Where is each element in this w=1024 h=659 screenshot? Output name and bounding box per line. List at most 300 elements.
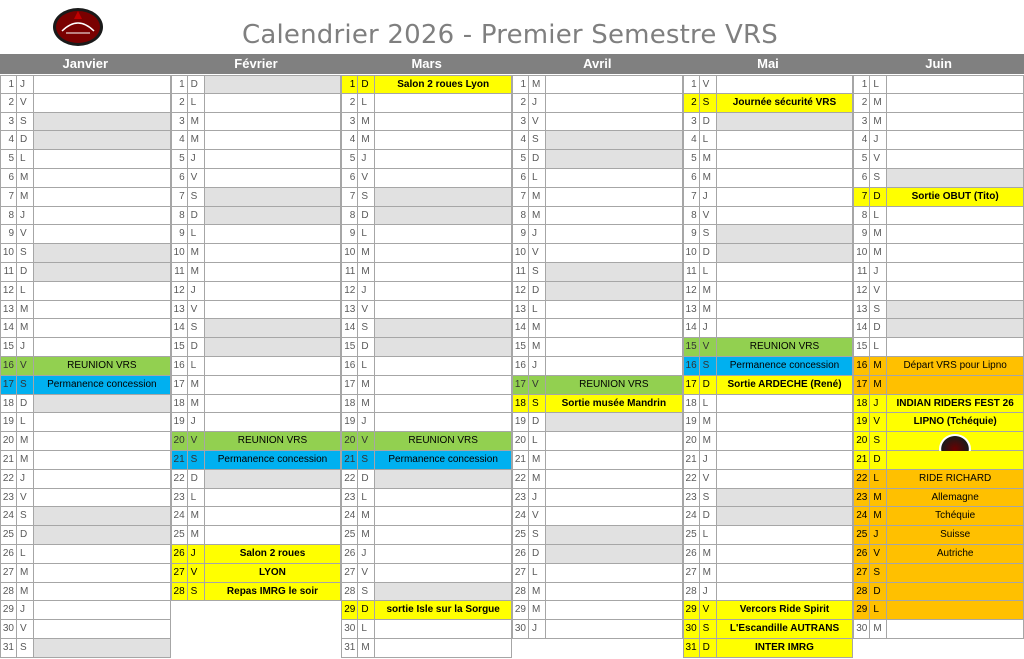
day-of-week: V — [187, 432, 204, 451]
day-row[interactable] — [853, 413, 1024, 432]
day-row[interactable] — [171, 150, 342, 169]
day-row[interactable] — [171, 131, 342, 150]
day-row[interactable] — [171, 489, 342, 508]
day-number: 18 — [0, 395, 16, 414]
day-row[interactable] — [0, 507, 171, 526]
day-row[interactable] — [341, 338, 512, 357]
day-number: 4 — [512, 131, 528, 150]
day-event — [545, 620, 683, 639]
day-number: 9 — [853, 225, 869, 244]
day-row[interactable] — [341, 150, 512, 169]
day-row[interactable] — [512, 131, 683, 150]
day-row[interactable] — [512, 113, 683, 132]
months-header — [0, 54, 1024, 74]
day-event — [33, 432, 171, 451]
day-row[interactable] — [341, 470, 512, 489]
day-of-week: S — [699, 94, 716, 113]
day-number: 6 — [512, 169, 528, 188]
day-row[interactable] — [0, 526, 171, 545]
day-number: 7 — [341, 188, 357, 207]
day-number: 7 — [0, 188, 16, 207]
day-row[interactable] — [171, 526, 342, 545]
day-of-week: J — [869, 395, 886, 414]
day-of-week: M — [699, 545, 716, 564]
day-row[interactable] — [341, 601, 512, 620]
day-row[interactable] — [0, 131, 171, 150]
day-number: 25 — [853, 526, 869, 545]
day-of-week: V — [16, 357, 33, 376]
day-event — [374, 169, 512, 188]
day-event — [374, 225, 512, 244]
day-row[interactable] — [512, 263, 683, 282]
day-row[interactable] — [853, 432, 1024, 451]
day-event — [545, 564, 683, 583]
day-row[interactable] — [171, 113, 342, 132]
day-number: 24 — [512, 507, 528, 526]
day-row[interactable] — [683, 207, 854, 226]
day-row[interactable] — [853, 357, 1024, 376]
day-row[interactable] — [171, 413, 342, 432]
day-event — [886, 338, 1024, 357]
day-event — [545, 526, 683, 545]
day-row[interactable] — [853, 263, 1024, 282]
day-row[interactable] — [0, 225, 171, 244]
day-number: 14 — [853, 319, 869, 338]
day-row[interactable] — [0, 319, 171, 338]
day-of-week: V — [528, 376, 545, 395]
day-of-week: M — [187, 113, 204, 132]
day-row[interactable] — [512, 150, 683, 169]
day-event — [716, 282, 854, 301]
day-row[interactable] — [171, 470, 342, 489]
day-event — [545, 470, 683, 489]
day-row[interactable] — [853, 301, 1024, 320]
day-row[interactable] — [512, 244, 683, 263]
day-row[interactable] — [171, 207, 342, 226]
day-row[interactable] — [0, 376, 171, 395]
day-event — [545, 225, 683, 244]
day-row[interactable] — [512, 451, 683, 470]
day-event — [204, 113, 342, 132]
day-event: Salon 2 roues — [204, 545, 342, 564]
day-row[interactable] — [171, 338, 342, 357]
day-row[interactable] — [683, 188, 854, 207]
day-row[interactable] — [853, 150, 1024, 169]
day-of-week: D — [357, 601, 374, 620]
day-row[interactable] — [341, 301, 512, 320]
day-row[interactable] — [171, 301, 342, 320]
day-event — [33, 207, 171, 226]
day-row[interactable] — [853, 282, 1024, 301]
day-row[interactable] — [683, 564, 854, 583]
day-row[interactable] — [341, 207, 512, 226]
day-row[interactable] — [171, 583, 342, 602]
day-row[interactable] — [512, 545, 683, 564]
day-row[interactable] — [0, 188, 171, 207]
day-event — [886, 282, 1024, 301]
day-row[interactable] — [853, 395, 1024, 414]
day-number: 25 — [171, 526, 187, 545]
day-row[interactable] — [512, 94, 683, 113]
day-of-week: L — [16, 413, 33, 432]
day-row[interactable] — [683, 244, 854, 263]
day-row[interactable] — [853, 94, 1024, 113]
day-row[interactable] — [853, 75, 1024, 94]
day-event — [374, 357, 512, 376]
day-number: 18 — [683, 395, 699, 414]
day-row[interactable] — [171, 451, 342, 470]
day-row[interactable] — [512, 357, 683, 376]
day-number: 21 — [683, 451, 699, 470]
day-event: Sortie ARDECHE (René) — [716, 376, 854, 395]
day-row[interactable] — [853, 601, 1024, 620]
day-event — [886, 244, 1024, 263]
day-event — [374, 150, 512, 169]
day-event: Permanence concession — [716, 357, 854, 376]
day-row[interactable] — [0, 113, 171, 132]
day-of-week: S — [869, 432, 886, 451]
day-row[interactable] — [683, 319, 854, 338]
day-row[interactable] — [853, 545, 1024, 564]
day-row[interactable] — [0, 75, 171, 94]
day-row[interactable] — [341, 319, 512, 338]
day-row[interactable] — [341, 620, 512, 639]
day-row[interactable] — [341, 451, 512, 470]
day-row[interactable] — [683, 282, 854, 301]
day-row[interactable] — [0, 601, 171, 620]
day-row[interactable] — [683, 131, 854, 150]
day-row[interactable] — [512, 75, 683, 94]
day-row[interactable] — [171, 169, 342, 188]
day-number: 30 — [853, 620, 869, 639]
day-row[interactable] — [853, 207, 1024, 226]
day-row[interactable] — [341, 225, 512, 244]
day-row[interactable] — [512, 319, 683, 338]
day-row[interactable] — [683, 432, 854, 451]
day-row[interactable] — [683, 470, 854, 489]
day-event: Salon 2 roues Lyon — [374, 75, 512, 94]
day-event — [374, 94, 512, 113]
day-row[interactable] — [683, 526, 854, 545]
day-row[interactable] — [512, 413, 683, 432]
day-number: 2 — [853, 94, 869, 113]
day-row[interactable] — [341, 75, 512, 94]
day-number: 29 — [853, 601, 869, 620]
day-row[interactable] — [0, 169, 171, 188]
day-event — [886, 207, 1024, 226]
day-number: 27 — [171, 564, 187, 583]
day-row[interactable] — [341, 564, 512, 583]
day-row[interactable] — [0, 150, 171, 169]
day-row[interactable] — [512, 507, 683, 526]
day-row[interactable] — [0, 432, 171, 451]
day-row[interactable] — [171, 75, 342, 94]
day-number: 14 — [512, 319, 528, 338]
day-row[interactable] — [171, 507, 342, 526]
day-row[interactable] — [683, 94, 854, 113]
day-of-week: D — [699, 113, 716, 132]
day-row[interactable] — [853, 131, 1024, 150]
day-row[interactable] — [171, 545, 342, 564]
day-of-week: L — [869, 601, 886, 620]
day-row[interactable] — [171, 282, 342, 301]
day-row[interactable] — [0, 282, 171, 301]
day-row[interactable] — [683, 357, 854, 376]
day-row[interactable] — [512, 601, 683, 620]
day-number: 23 — [341, 489, 357, 508]
day-row[interactable] — [853, 507, 1024, 526]
day-of-week: M — [187, 244, 204, 263]
day-of-week: L — [528, 301, 545, 320]
day-event — [716, 319, 854, 338]
day-number: 8 — [683, 207, 699, 226]
day-row[interactable] — [512, 620, 683, 639]
day-row[interactable] — [512, 282, 683, 301]
day-row[interactable] — [171, 263, 342, 282]
day-row[interactable] — [683, 601, 854, 620]
day-row[interactable] — [0, 301, 171, 320]
day-row[interactable] — [683, 338, 854, 357]
day-row[interactable] — [683, 583, 854, 602]
day-row[interactable] — [512, 376, 683, 395]
day-row[interactable] — [171, 432, 342, 451]
day-row[interactable] — [0, 470, 171, 489]
day-row[interactable] — [341, 489, 512, 508]
day-event — [374, 113, 512, 132]
day-of-week: M — [16, 564, 33, 583]
day-of-week: M — [16, 583, 33, 602]
day-of-week: D — [187, 75, 204, 94]
day-row[interactable] — [0, 451, 171, 470]
day-row[interactable] — [0, 207, 171, 226]
day-row[interactable] — [0, 338, 171, 357]
day-row[interactable] — [683, 225, 854, 244]
day-event — [204, 75, 342, 94]
day-of-week: S — [16, 376, 33, 395]
day-row[interactable] — [512, 526, 683, 545]
day-of-week: V — [869, 150, 886, 169]
day-row[interactable] — [683, 263, 854, 282]
day-row[interactable] — [341, 357, 512, 376]
day-of-week: D — [357, 207, 374, 226]
day-row[interactable] — [512, 395, 683, 414]
day-row[interactable] — [341, 583, 512, 602]
day-row[interactable] — [341, 94, 512, 113]
day-of-week: M — [357, 113, 374, 132]
day-row[interactable] — [341, 169, 512, 188]
day-row[interactable] — [171, 376, 342, 395]
day-number: 17 — [341, 376, 357, 395]
day-row[interactable] — [853, 451, 1024, 470]
day-of-week: L — [357, 489, 374, 508]
day-number: 16 — [341, 357, 357, 376]
day-row[interactable] — [0, 545, 171, 564]
month-header-fevrier: Février — [171, 54, 342, 74]
day-row[interactable] — [341, 282, 512, 301]
day-row[interactable] — [853, 526, 1024, 545]
day-row[interactable] — [683, 545, 854, 564]
day-of-week: S — [699, 225, 716, 244]
day-row[interactable] — [853, 319, 1024, 338]
day-event — [374, 282, 512, 301]
day-row[interactable] — [171, 319, 342, 338]
day-row[interactable] — [341, 639, 512, 658]
day-number: 23 — [0, 489, 16, 508]
day-of-week: S — [528, 263, 545, 282]
day-row[interactable] — [853, 225, 1024, 244]
day-of-week: M — [528, 207, 545, 226]
day-row[interactable] — [853, 113, 1024, 132]
day-event — [545, 169, 683, 188]
day-row[interactable] — [512, 225, 683, 244]
day-row[interactable] — [853, 244, 1024, 263]
day-row[interactable] — [341, 376, 512, 395]
day-row[interactable] — [0, 620, 171, 639]
day-row[interactable] — [683, 150, 854, 169]
day-row[interactable] — [683, 301, 854, 320]
day-row[interactable] — [512, 207, 683, 226]
day-event — [204, 376, 342, 395]
day-event — [374, 376, 512, 395]
day-of-week: M — [869, 113, 886, 132]
day-row[interactable] — [683, 451, 854, 470]
day-number: 19 — [853, 413, 869, 432]
day-event: REUNION VRS — [204, 432, 342, 451]
day-event — [204, 470, 342, 489]
day-number: 4 — [0, 131, 16, 150]
day-event — [204, 169, 342, 188]
day-row[interactable] — [0, 583, 171, 602]
day-row[interactable] — [512, 188, 683, 207]
day-row[interactable] — [683, 620, 854, 639]
day-number: 10 — [853, 244, 869, 263]
day-of-week: J — [699, 583, 716, 602]
day-row[interactable] — [0, 94, 171, 113]
day-row[interactable] — [683, 169, 854, 188]
day-row[interactable] — [683, 507, 854, 526]
day-row[interactable] — [853, 338, 1024, 357]
day-row[interactable] — [512, 489, 683, 508]
day-number: 7 — [512, 188, 528, 207]
day-number: 19 — [683, 413, 699, 432]
day-row[interactable] — [171, 225, 342, 244]
day-event — [886, 319, 1024, 338]
day-row[interactable] — [0, 564, 171, 583]
day-row[interactable] — [0, 639, 171, 658]
day-row[interactable] — [512, 432, 683, 451]
day-row[interactable] — [853, 188, 1024, 207]
day-row[interactable] — [341, 545, 512, 564]
day-number: 17 — [171, 376, 187, 395]
day-number: 25 — [341, 526, 357, 545]
day-row[interactable] — [0, 263, 171, 282]
day-row[interactable] — [683, 376, 854, 395]
day-row[interactable] — [0, 395, 171, 414]
day-row[interactable] — [171, 564, 342, 583]
day-row[interactable] — [683, 395, 854, 414]
day-of-week: J — [357, 545, 374, 564]
day-row[interactable] — [512, 583, 683, 602]
day-row[interactable] — [341, 526, 512, 545]
day-number: 15 — [683, 338, 699, 357]
day-event: INTER IMRG — [716, 639, 854, 658]
day-row[interactable] — [853, 489, 1024, 508]
day-row[interactable] — [683, 489, 854, 508]
day-number: 5 — [171, 150, 187, 169]
day-row[interactable] — [683, 413, 854, 432]
day-row[interactable] — [341, 188, 512, 207]
day-row[interactable] — [512, 169, 683, 188]
day-row[interactable] — [853, 376, 1024, 395]
day-number: 9 — [341, 225, 357, 244]
day-of-week: J — [699, 451, 716, 470]
day-number: 13 — [683, 301, 699, 320]
day-of-week: V — [357, 564, 374, 583]
day-number: 25 — [683, 526, 699, 545]
day-row[interactable] — [0, 357, 171, 376]
day-of-week: S — [187, 319, 204, 338]
day-row[interactable] — [171, 94, 342, 113]
day-of-week: S — [16, 113, 33, 132]
day-row[interactable] — [683, 639, 854, 658]
day-event — [716, 301, 854, 320]
day-of-week: D — [528, 282, 545, 301]
day-row[interactable] — [853, 583, 1024, 602]
day-of-week: M — [16, 451, 33, 470]
day-row[interactable] — [0, 489, 171, 508]
day-row[interactable] — [341, 413, 512, 432]
day-of-week: L — [869, 470, 886, 489]
day-row[interactable] — [853, 620, 1024, 639]
day-row[interactable] — [171, 395, 342, 414]
day-row[interactable] — [512, 470, 683, 489]
day-number: 16 — [512, 357, 528, 376]
day-row[interactable] — [512, 564, 683, 583]
day-number: 17 — [0, 376, 16, 395]
day-row[interactable] — [683, 113, 854, 132]
day-row[interactable] — [512, 301, 683, 320]
day-of-week: J — [357, 150, 374, 169]
day-row[interactable] — [0, 413, 171, 432]
day-row[interactable] — [512, 338, 683, 357]
day-event — [545, 301, 683, 320]
day-row[interactable] — [341, 131, 512, 150]
day-row[interactable] — [341, 432, 512, 451]
day-row[interactable] — [853, 564, 1024, 583]
day-event — [545, 94, 683, 113]
day-of-week: J — [699, 319, 716, 338]
day-event — [716, 169, 854, 188]
day-event — [33, 470, 171, 489]
day-row[interactable] — [853, 470, 1024, 489]
day-row[interactable] — [853, 169, 1024, 188]
day-number: 31 — [0, 639, 16, 658]
day-row[interactable] — [171, 244, 342, 263]
day-row[interactable] — [683, 75, 854, 94]
day-event — [33, 583, 171, 602]
day-row[interactable] — [341, 113, 512, 132]
day-of-week: V — [16, 620, 33, 639]
day-event — [374, 263, 512, 282]
day-row[interactable] — [341, 507, 512, 526]
day-event: Tchéquie — [886, 507, 1024, 526]
day-row[interactable] — [171, 188, 342, 207]
day-row[interactable] — [171, 357, 342, 376]
day-row[interactable] — [341, 395, 512, 414]
day-row[interactable] — [341, 263, 512, 282]
day-row[interactable] — [0, 244, 171, 263]
day-row[interactable] — [341, 244, 512, 263]
